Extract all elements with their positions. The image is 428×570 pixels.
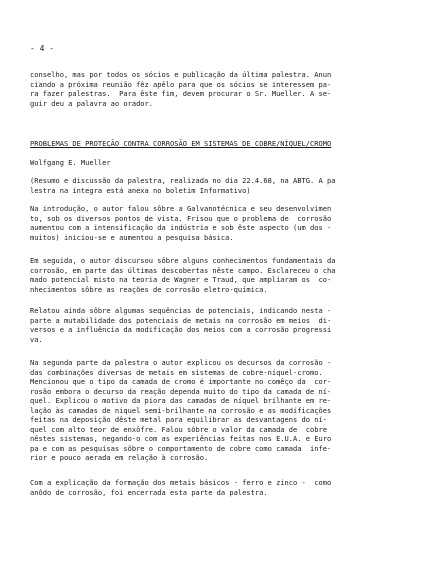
text-line: pa e com as pesquisas sôbre o comportamento de cobre como camada infe-	[30, 443, 332, 453]
note-paragraph	[30, 176, 412, 195]
paragraph-4	[30, 358, 412, 463]
text-line: feitas na deposição dêste metal para equilibrar as desvantagens do ní-	[30, 415, 327, 424]
text-line: corrosão, em parte das últimas descobertas nêste campo. Esclareceu o cha	[30, 265, 336, 275]
text-line: versos e a influência da modificação dos meios com a corrosão progressi	[30, 325, 332, 334]
text-line: ciando a próxima reunião fêz apêlo para que os sócios se interessem pa-	[30, 79, 332, 89]
text-line: Na segunda parte da palestra o autor explicou os decursos da corrosão -	[30, 358, 332, 367]
text-line: nêstes sistemas, negando-o com as experiências feitas nos E.U.A. e Euro	[30, 434, 332, 443]
text-line: va.	[30, 334, 43, 344]
text-line: Com a explicação da formação dos metais básicos - ferro e zinco - como	[30, 478, 332, 487]
text-line: Relatou ainda sôbre algumas sequências de potenciais, indicando nesta -	[30, 306, 332, 315]
text-line: conselho, mas por todos os sócios e publicação da última palestra. Anun	[30, 70, 332, 79]
text-line: Na introdução, o autor falou sôbre a Galvanotécnica e seu desenvolvimen	[30, 204, 332, 213]
text-line: muitos) iniciou-se e aumentou a pesquisa básica.	[30, 232, 234, 242]
text-line: rior e pouco aerada em relação à corrosão.	[30, 453, 209, 462]
page-number: - 4 -	[30, 44, 55, 53]
text-line: Em seguida, o autor discursou sôbre alguns conhecimentos fundamentais da	[30, 256, 336, 265]
article-title: PROBLEMAS DE PROTEÇÃO CONTRA CORROSÃO EM SISTEMAS DE COBRE/NÍQUEL/CROMO	[30, 139, 332, 148]
text-line: to, sob os diversos pontos de vista. Frisou que o problema de corrosão	[30, 213, 332, 223]
text-line: lestra na íntegra está anexa no boletim Informativo)	[30, 185, 251, 195]
text-line: Mencionou que o tipo da camada de cromo é importante no comêço da cor-	[30, 377, 332, 386]
text-line: quel. Explicou o motivo da piora das camadas de níquel brilhante em re-	[30, 396, 332, 405]
intro-paragraph	[30, 70, 412, 108]
text-line: lação às camadas de níquel semi-brilhante na corrosão e as modificações	[30, 405, 332, 415]
text-line: das combinações diversas de metais em sistemas de cobre-níquel-cromo.	[30, 367, 323, 377]
paragraph-1	[30, 204, 412, 242]
text-line: parte a mutabilidade dos potenciais de metais na corrosão em meios di-	[30, 315, 332, 325]
paragraph-2	[30, 256, 412, 294]
article-header	[30, 139, 412, 167]
paragraph-5	[30, 478, 412, 497]
text-line: ra fazer palestras. Para êste fim, devem procurar o Sr. Mueller. A se-	[30, 89, 332, 98]
author: Wolfgang E. Mueller	[30, 157, 111, 167]
text-line: nhecimentos sôbre as reações de corrosão eletro-química.	[30, 284, 268, 294]
text-line: quel com alto teor de enxôfre. Falou sôbre o valor da camada de cobre	[30, 424, 327, 434]
text-line: (Resumo e discussão da palestra, realizada no dia 22.4.68, na ABTG. A pa	[30, 176, 336, 185]
text-line: rosão embora o decurso da reação dependa muito do tipo da camada de ní-	[30, 386, 332, 396]
text-line: mado potencial misto na teoria de Wagner e Traud, que ampliaram os co-	[30, 275, 332, 284]
text-line: anôdo de corrosão, foi encerrada esta parte da palestra.	[30, 487, 268, 497]
paragraph-3	[30, 306, 412, 344]
text-line: guir deu a palavra ao orador.	[30, 98, 154, 108]
text-line: aumentou com a intensificação da indústria e sob êste aspecto (um dos -	[30, 223, 332, 232]
